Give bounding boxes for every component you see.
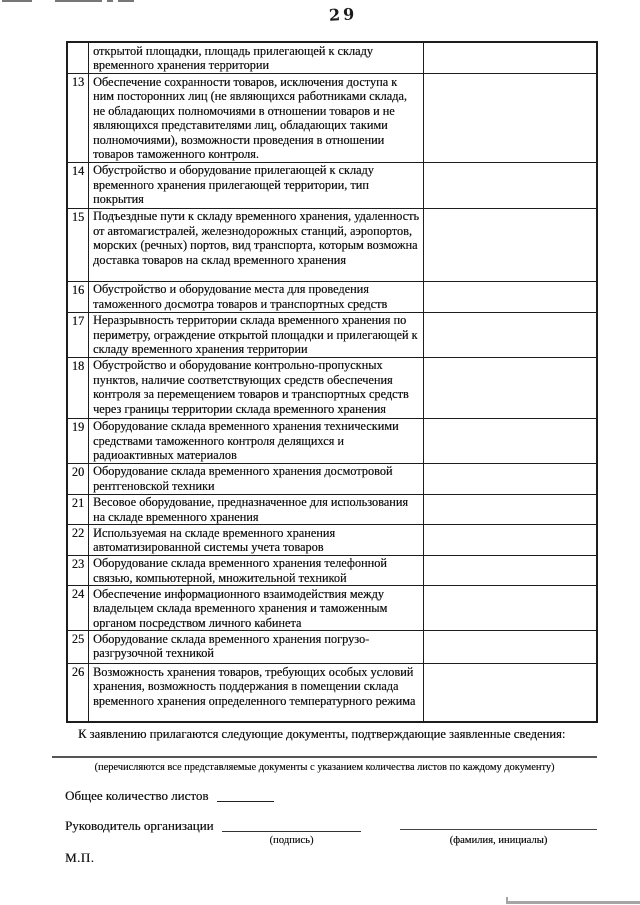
table-row — [68, 357, 596, 418]
row-text-cell: Оборудование склада временного хранения техническими средствами таможенного контроля делящихся и радиоактивных материалов — [89, 419, 424, 463]
row-value-cell-empty — [424, 313, 596, 357]
row-number-cell: 16 — [68, 282, 89, 312]
row-text-cell: Обустройство и оборудование места для проведения таможенного досмотра товаров и транспортных средств — [89, 282, 424, 312]
table-row — [68, 73, 596, 162]
scan-artifact-dash — [2, 0, 32, 2]
row-value-cell-empty — [424, 358, 596, 418]
row-text-cell: Обустройство и оборудование контрольно-пропускных пунктов, наличие соответствующих средств обеспечения контроля за перемещением товаров и транспортных средств через границы территории склада временного хранения — [89, 358, 424, 418]
row-number-cell: 23 — [68, 556, 89, 586]
row-value-cell-empty — [424, 74, 596, 162]
table-row — [68, 162, 596, 208]
row-value-cell-empty — [424, 209, 596, 281]
row-text-cell: Возможность хранения товаров, требующих особых условий хранения, возможность поддержания в помещении склада временного хранения определенного температурного режима — [89, 664, 424, 721]
signature-fill-line — [222, 831, 361, 832]
row-number-cell: 17 — [68, 313, 89, 357]
row-value-cell-empty — [424, 556, 596, 586]
name-caption: (фамилия, инициалы) — [449, 835, 548, 846]
handwritten-page-number: 29 — [328, 4, 358, 25]
row-number-cell: 18 — [68, 358, 89, 418]
table-row — [68, 418, 596, 463]
row-number-cell: 14 — [68, 163, 89, 208]
table-row — [68, 630, 596, 663]
table-row — [68, 585, 596, 630]
row-text-cell: открытой площадки, площадь прилегающей к складу временного хранения территории — [89, 43, 424, 73]
row-number-cell: 20 — [68, 464, 89, 494]
row-value-cell-empty — [424, 419, 596, 463]
row-number-cell: 13 — [68, 74, 89, 162]
row-number-cell: 19 — [68, 419, 89, 463]
row-text-cell: Обеспечение сохранности товаров, исключения доступа к ним посторонних лиц (не являющихся работниками склада, не обладающих полномочиями в отношении товаров и не являющихся представителями лиц, обладающих такими полномочиями), возможности проведения в отношении товаров таможенного контроля. — [89, 74, 424, 162]
row-text-cell: Оборудование склада временного хранения телефонной связью, компьютерной, множительной техникой — [89, 556, 424, 586]
row-value-cell-empty — [424, 495, 596, 525]
scan-artifact-dash — [55, 0, 102, 2]
row-number-cell: 22 — [68, 525, 89, 555]
row-number-cell: 26 — [68, 664, 89, 721]
row-value-cell-empty — [424, 163, 596, 208]
row-number-cell — [68, 43, 89, 73]
row-text-cell: Оборудование склада временного хранения погрузо-разгрузочной техникой — [89, 631, 424, 663]
row-text-cell: Весовое оборудование, предназначенное для использования на складе временного хранения — [89, 495, 424, 525]
scan-artifact-dash — [107, 0, 113, 2]
row-value-cell-empty — [424, 664, 596, 721]
signature-caption: (подпись) — [269, 835, 314, 846]
row-value-cell-empty — [424, 586, 596, 630]
table-row — [68, 524, 596, 555]
table-row — [68, 43, 596, 73]
table-row — [68, 555, 596, 586]
table-row — [68, 494, 596, 525]
row-number-cell: 21 — [68, 495, 89, 525]
row-value-cell-empty — [424, 282, 596, 312]
row-value-cell-empty — [424, 631, 596, 663]
row-value-cell-empty — [424, 525, 596, 555]
total-sheets-fill-line — [217, 801, 274, 802]
row-number-cell: 25 — [68, 631, 89, 663]
documents-line-caption: (перечисляются все представляемые документы с указанием количества листов по каждому документу) — [94, 762, 555, 773]
row-text-cell: Обустройство и оборудование прилегающей к складу временного хранения прилегающей территории, тип покрытия — [89, 163, 424, 208]
table-row — [68, 312, 596, 357]
scan-artifact-dash — [118, 0, 134, 2]
stamp-place-label: М.П. — [65, 850, 95, 865]
table-row — [68, 208, 596, 281]
row-text-cell: Используемая на складе временного хранения автоматизированной системы учета товаров — [89, 525, 424, 555]
attachments-note: К заявлению прилагаются следующие документы, подтверждающие заявленные сведения: — [78, 727, 566, 741]
name-fill-line — [400, 829, 597, 830]
row-text-cell: Неразрывность территории склада временного хранения по периметру, ограждение открытой площадки и прилегающей к складу временного хранения территории — [89, 313, 424, 357]
row-value-cell-empty — [424, 43, 596, 73]
scan-artifact-line — [508, 901, 640, 904]
row-number-cell: 15 — [68, 209, 89, 281]
row-number-cell: 24 — [68, 586, 89, 630]
requirements-table — [66, 41, 598, 723]
row-text-cell: Обеспечение информационного взаимодействия между владельцем склада временного хранения и таможенным органом посредством личного кабинета — [89, 586, 424, 630]
row-text-cell: Подъездные пути к складу временного хранения, удаленность от автомагистралей, железнодорожных станций, аэропортов, морских (речных) портов, вид транспорта, которым возможна доставка товаров на склад временного хранения — [89, 209, 424, 281]
documents-fill-line — [52, 756, 597, 758]
table-row — [68, 463, 596, 494]
table-row — [68, 281, 596, 312]
table-row — [68, 663, 596, 721]
head-of-organization-label: Руководитель организации — [65, 818, 214, 833]
row-text-cell: Оборудование склада временного хранения досмотровой рентгеновской техники — [89, 464, 424, 494]
total-sheets-label: Общее количество листов — [65, 788, 209, 803]
row-value-cell-empty — [424, 464, 596, 494]
